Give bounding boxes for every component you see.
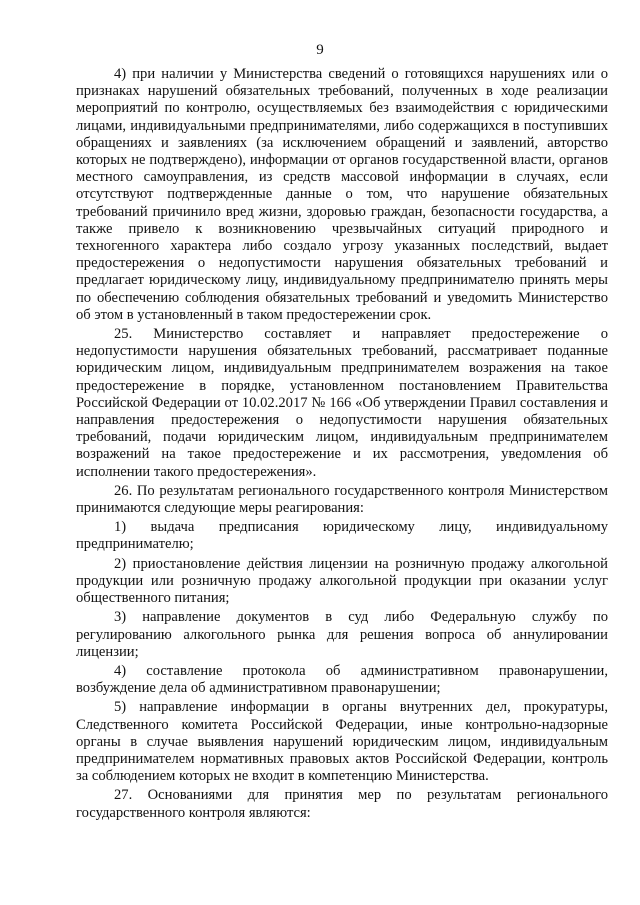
list-item-5: 5) направление информации в органы внутренних дел, прокуратуры, Следственного комитета Российской Федерации, иные контрольно-надзорные органы в случае выявления нарушений юридическим лицом, индивидуальным предпринимателем нормативных правовых актов Российской Федерации, контроль за соблюдением которых не входит в компетенцию Министерства. bbox=[76, 699, 608, 785]
document-body bbox=[76, 66, 608, 824]
paragraph-clause-25: 25. Министерство составляет и направляет предостережение о недопустимости нарушения обязательных требований, рассматривает поданные юридическим лицом, индивидуальным предпринимателем возражения на такое предостережение в порядке, установленном постановлением Правительства Российской Федерации от 10.02.2017 № 166 «Об утверждении Правил составления и направления предостережения о недопустимости нарушения обязательных требований, подачи юридическим лицом, индивидуальным предпринимателем возражений на такое предостережение и их рассмотрения, уведомления об исполнении такого предостережения». bbox=[76, 326, 608, 480]
list-item-4: 4) составление протокола об административном правонарушении, возбуждение дела об административном правонарушении; bbox=[76, 662, 608, 697]
paragraph-clause-27: 27. Основаниями для принятия мер по результатам регионального государственного контроля являются: bbox=[76, 787, 608, 821]
list-item-2: 2) приостановление действия лицензии на розничную продажу алкогольной продукции или розничную продажу алкогольной продукции при оказании услуг общественного питания; bbox=[76, 555, 608, 607]
list-item-3: 3) направление документов в суд либо Федеральную службу по регулированию алкогольного рынка для решения вопроса об аннулировании лицензии; bbox=[76, 609, 608, 660]
paragraph-clause-26: 26. По результатам регионального государственного контроля Министерством принимаются следующие меры реагирования: bbox=[76, 482, 608, 517]
page-number: 9 bbox=[316, 42, 324, 58]
list-item-1: 1) выдача предписания юридическому лицу, индивидуальному предпринимателю; bbox=[76, 519, 608, 553]
paragraph-item-4: 4) при наличии у Министерства сведений о готовящихся нарушениях или о признаках нарушений обязательных требований, полученных в ходе реализации мероприятий по контролю, осуществляемых без взаимодействия с юридическими лицами, индивидуальными предпринимателями, либо содержащихся в поступивших обращениях и заявлениях (за исключением обращений и заявлений, авторство которых не подтверждено), информации от органов государственной власти, органов местного самоуправления, из средств массовой информации в случаях, если отсутствуют подтвержденные данные о том, что нарушение обязательных требований причинило вред жизни, здоровью граждан, безопасности государства, а также привело к возникновению чрезвычайных ситуаций природного и техногенного характера либо создало угрозу указанных последствий, выдает предостережения о недопустимости нарушения обязательных требований и предлагает юридическому лицу, индивидуальному предпринимателю принять меры по обеспечению соблюдения обязательных требований и уведомить Министерство об этом в установленный в таком предостережении срок. bbox=[76, 66, 608, 323]
